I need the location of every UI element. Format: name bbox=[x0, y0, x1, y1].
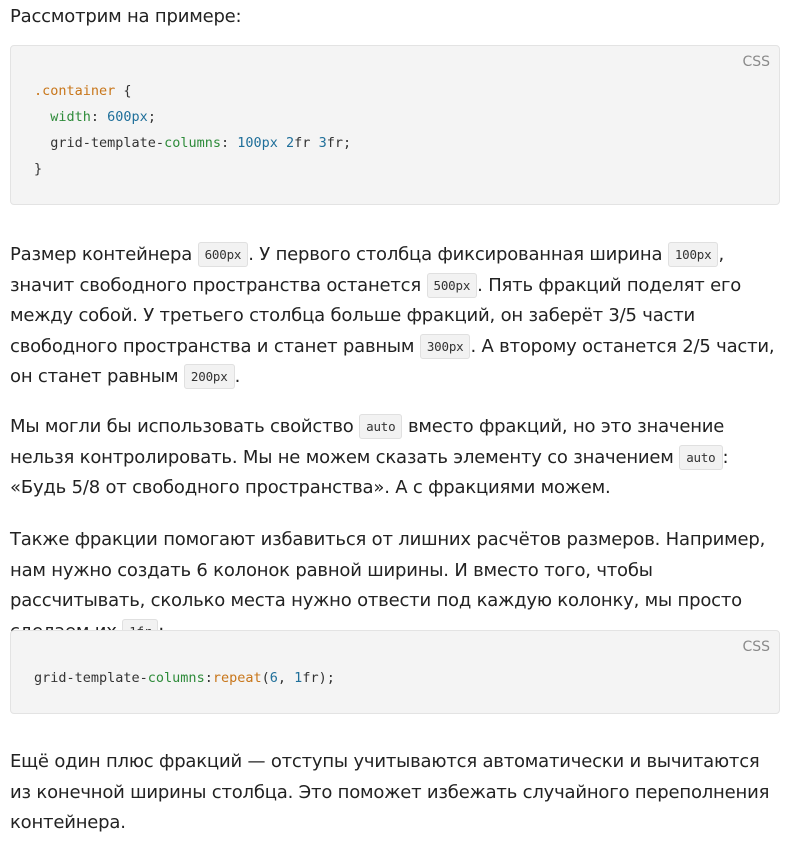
code-content bbox=[34, 665, 335, 691]
code-value: 600px bbox=[107, 109, 148, 125]
code-block-css-container bbox=[10, 45, 780, 205]
paragraph-container-size: Размер контейнера 600px . У первого столбца фиксированная ширина 100px , значит свободного пространства останется 500px . Пять фракций поделят его между собой. У третьего столбца больше фракций, он заберёт 3/5 части свободного пространства и станет равным 300px . А второму останется 2/5 части, он станет равным 200px . bbox=[10, 244, 775, 387]
inline-code: auto bbox=[679, 445, 722, 470]
inline-code: auto bbox=[359, 414, 402, 439]
code-line: width: 600px; bbox=[50, 109, 156, 125]
code-selector: .container bbox=[34, 83, 116, 99]
code-value: 100px bbox=[237, 135, 278, 151]
code-line: } bbox=[34, 161, 43, 177]
code-language-label: CSS bbox=[742, 639, 770, 655]
code-line: .container { bbox=[34, 83, 132, 99]
inline-code: 300px bbox=[420, 334, 471, 359]
code-function: repeat bbox=[212, 670, 262, 686]
paragraph-gaps: Ещё один плюс фракций — отступы учитываются автоматически и вычитаются из конечной ширины столбца. Это поможет избежать случайного переполнения контейнера. bbox=[10, 751, 770, 833]
inline-code: 200px bbox=[184, 364, 235, 389]
inline-code: 500px bbox=[427, 273, 478, 298]
code-line: grid-template-columns:repeat(6, 1fr); bbox=[34, 670, 335, 686]
inline-code: 100px bbox=[668, 242, 719, 267]
code-content bbox=[34, 78, 351, 182]
code-property: grid-template- bbox=[34, 670, 148, 686]
intro-text: Рассмотрим на примере: bbox=[10, 6, 242, 27]
code-block-css-repeat bbox=[10, 630, 780, 714]
paragraph-equal-columns: Также фракции помогают избавиться от лишних расчётов размеров. Например, нам нужно создать 6 колонок равной ширины. И вместо того, чтобы рассчитывать, сколько места нужно отвести под каждую колонку, мы просто bbox=[10, 525, 782, 647]
code-language-label: CSS bbox=[742, 54, 770, 70]
code-property: width bbox=[50, 109, 91, 125]
paragraph-auto: Мы могли бы использовать свойство auto вместо фракций, но это значение нельзя контролировать. Мы не можем сказать элементу со значением auto : «Будь 5/8 от свободного пространства». А с фракциями можем. bbox=[10, 416, 729, 498]
code-line: grid-template-columns: 100px 2fr 3fr; bbox=[50, 135, 352, 151]
code-property: grid-template- bbox=[50, 135, 165, 151]
inline-code: 600px bbox=[198, 242, 249, 267]
